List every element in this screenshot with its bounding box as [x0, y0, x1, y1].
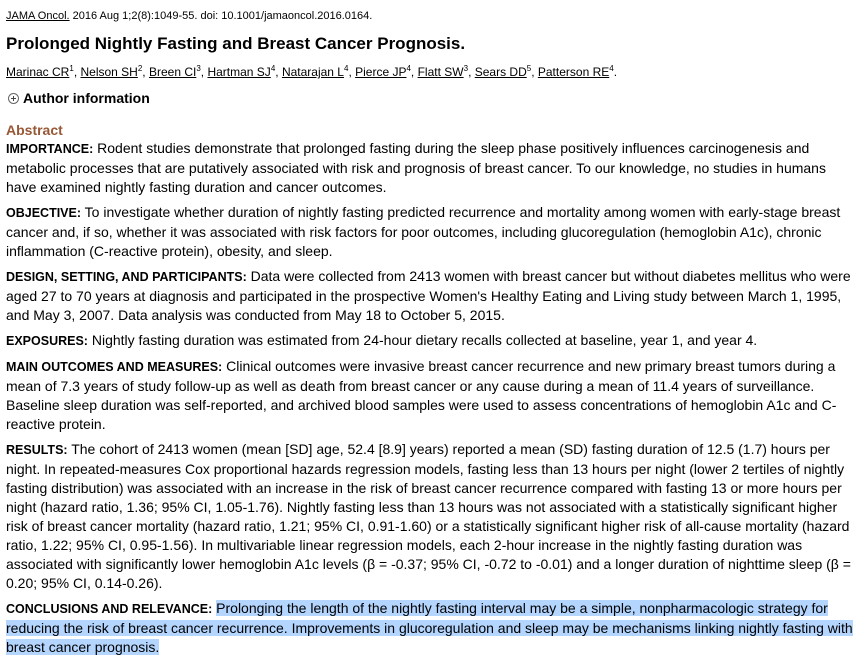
section-label: CONCLUSIONS AND RELEVANCE: [6, 602, 213, 616]
abstract-section-outcomes [6, 357, 859, 434]
abstract-section-results [6, 440, 859, 593]
author-affiliation: 4 [609, 64, 614, 73]
abstract-section-design [6, 267, 859, 325]
author-link[interactable]: Sears DD [474, 65, 527, 79]
author-affiliation: 1 [69, 64, 74, 73]
abstract-section-importance [6, 139, 859, 197]
section-text: Nightly fasting duration was estimated from 24-hour dietary recalls collected at baseline, year 1, and year 4. [87, 332, 758, 348]
author-affiliation: 3 [196, 64, 201, 73]
section-text: Rodent studies demonstrate that prolonged fasting during the sleep phase positively influences carcinogenesis and metabolic processes that are putatively associated with risk and prognosis of breast cancer. To our knowledge, no studies in humans have examined nightly fasting duration and cancer outcomes. [6, 140, 826, 195]
section-label: IMPORTANCE: [6, 142, 94, 156]
abstract-heading: Abstract [6, 122, 63, 138]
abstract-section-exposures [6, 331, 859, 351]
author-affiliation: 2 [137, 64, 143, 73]
section-text: Data were collected from 2413 women with breast cancer but without diabetes mellitus who were aged 27 to 70 years at diagnosis and participated in the prospective Women's Healthy Eating and Living study between March 1, 1995, and May 3, 2007. Data analysis was conducted from May 18 to October 5, 2015. [6, 268, 851, 323]
citation-details: 2016 Aug 1;2(8):1049-55. doi: 10.1001/jamaoncol.2016.0164. [69, 10, 373, 22]
author-information-label: Author information [23, 90, 150, 106]
author-link[interactable]: Nelson SH [80, 65, 138, 79]
author-link[interactable]: Pierce JP [355, 65, 407, 79]
abstract-section-conclusions [6, 599, 859, 657]
journal-link[interactable]: JAMA Oncol. [6, 10, 70, 22]
author-link[interactable]: Marinac CR [6, 65, 70, 79]
author-affiliation: 4 [270, 64, 276, 73]
section-label: MAIN OUTCOMES AND MEASURES: [6, 360, 223, 374]
section-label: OBJECTIVE: [6, 206, 82, 220]
author-information-toggle[interactable] [6, 89, 859, 107]
author-list: Marinac $CR^1$, Nelson $SH^2$, Breen $CI^3$, Hartman $SJ^4$, Natarajan $L^4$, Pierce $JP^4$, Flatt $SW^3$, Sears $DD^5$, Patterson $RE^4$. [6, 64, 618, 79]
section-text: To investigate whether duration of nightly fasting predicted recurrence and mortality among women with early-stage breast cancer and, if so, whether it was associated with risk factors for poor outcomes, including glucoregulation (hemoglobin A1c), chronic inflammation (C-reactive protein), obesity, and sleep. [6, 204, 841, 259]
citation-line [6, 9, 859, 23]
abstract-body [6, 139, 859, 657]
section-label: DESIGN, SETTING, AND PARTICIPANTS: [6, 270, 247, 284]
author-affiliation: 4 [343, 64, 349, 73]
section-label: EXPOSURES: [6, 334, 88, 348]
author-link[interactable]: Natarajan L [281, 65, 344, 79]
section-label: RESULTS: [6, 443, 68, 457]
author-affiliation: 4 [406, 64, 411, 73]
selected-text[interactable]: Prolonging the length of the nightly fasting interval may be a simple, nonpharmacologic strategy for reducing the risk of breast cancer recurrence. Improvements in glucoregulation and sleep may be mechanisms linking nightly fasting with breast cancer prognosis. [6, 600, 853, 655]
section-text: The cohort of 2413 women (mean [SD] age, 52.4 [8.9] years) reported a mean (SD) fasting duration of 12.5 (1.7) hours per night. In repeated-measures Cox proportional hazards regression models, fasting less than 13 hours per night (lower 2 tertiles of nightly fasting distribution) was associated with an increase in the risk of breast cancer recurrence compared with fasting 13 or more hours per night (hazard ratio, 1.36; 95% CI, 1.05-1.76). Nightly fasting less than 13 hours was not associated with a statistically significant higher risk of breast cancer mortality (hazard ratio, 1.21; 95% CI, 0.91-1.60) or a statistically significant higher risk of all-cause mortality (hazard ratio, 1.22; 95% CI, 0.95-1.56). In multivariable linear regression models, each 2-hour increase in the nightly fasting duration was associated with significantly lower hemoglobin A1c levels (β = -0.37; 95% CI, -0.72 to -0.01) and a longer duration of nighttime sleep (β = 0.20; 95% CI, 0.14-0.26). [6, 441, 851, 591]
author-link[interactable]: Hartman SJ [207, 65, 271, 79]
author-affiliation: 3 [463, 64, 469, 73]
author-link[interactable]: Patterson RE [537, 65, 610, 79]
article-title: Prolonged Nightly Fasting and Breast Cancer Prognosis. [6, 34, 466, 53]
author-affiliation: 5 [526, 64, 532, 73]
abstract-section-objective [6, 203, 859, 261]
author-link[interactable]: Breen CI [148, 65, 197, 79]
section-text: Clinical outcomes were invasive breast cancer recurrence and new primary breast tumors during a mean of 7.3 years of study follow-up as well as death from breast cancer or any cause during a mean of 11.4 years of surveillance. Baseline sleep duration was self-reported, and archived blood samples were used to assess concentrations of hemoglobin A1c and C-reactive protein. [6, 358, 837, 432]
author-link[interactable]: Flatt SW [417, 65, 464, 79]
plus-circle-icon[interactable] [8, 93, 19, 104]
